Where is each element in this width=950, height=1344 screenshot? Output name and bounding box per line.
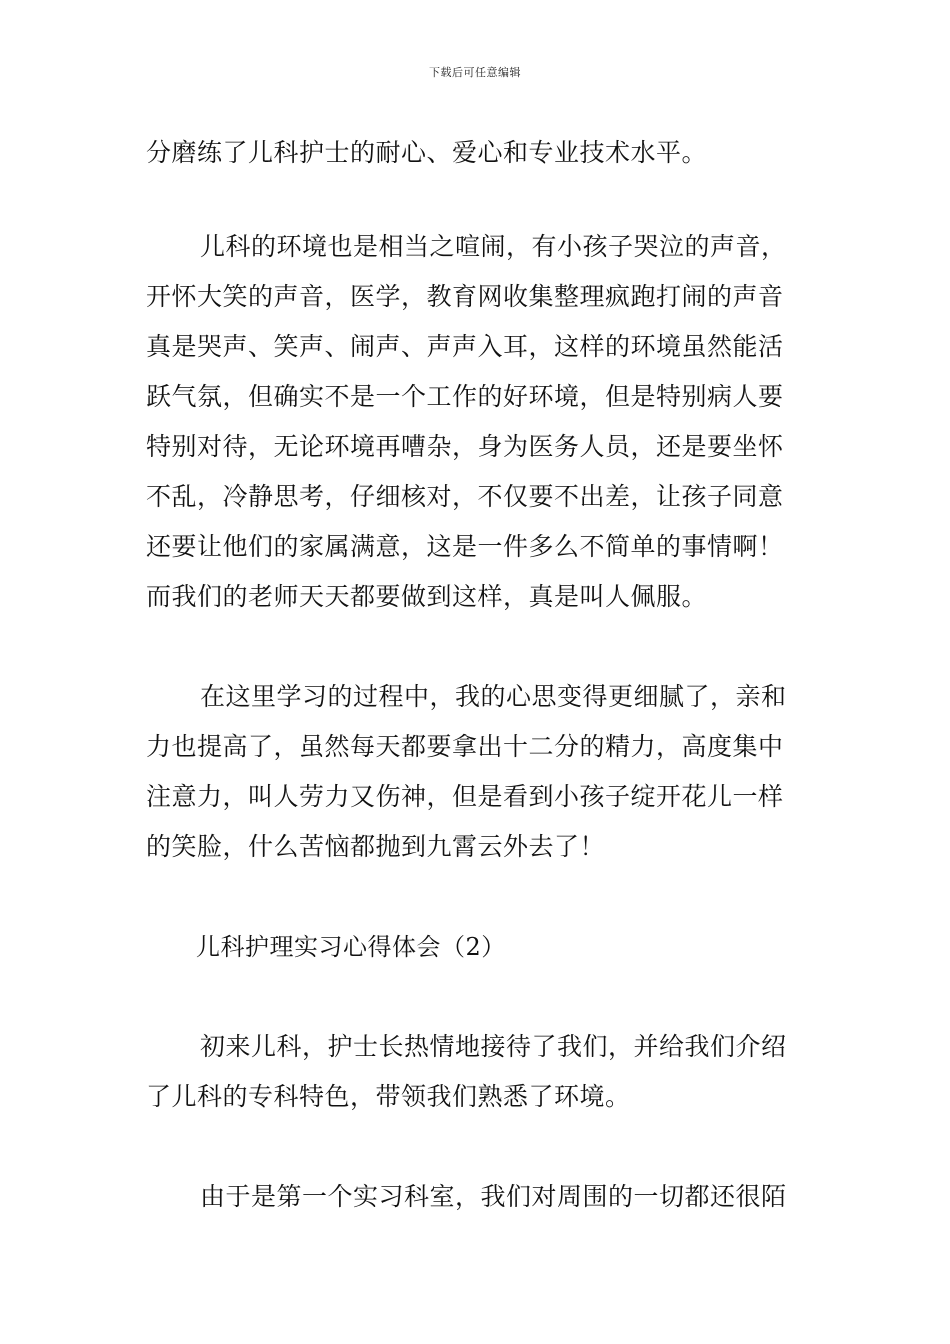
paragraph-line: 儿科的环境也是相当之喧闹，有小孩子哭泣的声音， [200,232,787,261]
paragraph-line: 注意力，叫人劳力又伤神，但是看到小孩子绽开花儿一样 [146,782,784,811]
paragraph-line: 在这里学习的过程中，我的心思变得更细腻了，亲和 [200,682,787,711]
paragraph-line: 由于是第一个实习科室，我们对周围的一切都还很陌 [200,1182,787,1211]
paragraph-line: 还要让他们的家属满意，这是一件多么不简单的事情啊！ [146,532,784,561]
paragraph-line: 特别对待，无论环境再嘈杂，身为医务人员，还是要坐怀 [146,432,784,461]
paragraph-line: 开怀大笑的声音，医学，教育网收集整理疯跑打闹的声音 [146,282,784,311]
paragraph-line: 真是哭声、笑声、闹声、声声入耳，这样的环境虽然能活 [146,332,784,361]
section-heading: 儿科护理实习心得体会（2） [196,933,506,961]
paragraph-line: 而我们的老师天天都要做到这样，真是叫人佩服。 [146,582,708,611]
paragraph-line: 不乱，冷静思考，仔细核对，不仅要不出差，让孩子同意 [146,482,784,511]
paragraph-line: 初来儿科，护士长热情地接待了我们，并给我们介绍 [200,1032,787,1061]
paragraph-line: 了儿科的专科特色，带领我们熟悉了环境。 [146,1082,631,1111]
paragraph-line: 力也提高了，虽然每天都要拿出十二分的精力，高度集中 [146,732,784,761]
paragraph-line: 分磨练了儿科护士的耐心、爱心和专业技术水平。 [146,138,708,167]
header-note: 下载后可任意编辑 [429,66,521,79]
paragraph-line: 跃气氛，但确实不是一个工作的好环境，但是特别病人要 [146,382,784,411]
paragraph-line: 的笑脸，什么苦恼都抛到九霄云外去了！ [146,832,606,861]
